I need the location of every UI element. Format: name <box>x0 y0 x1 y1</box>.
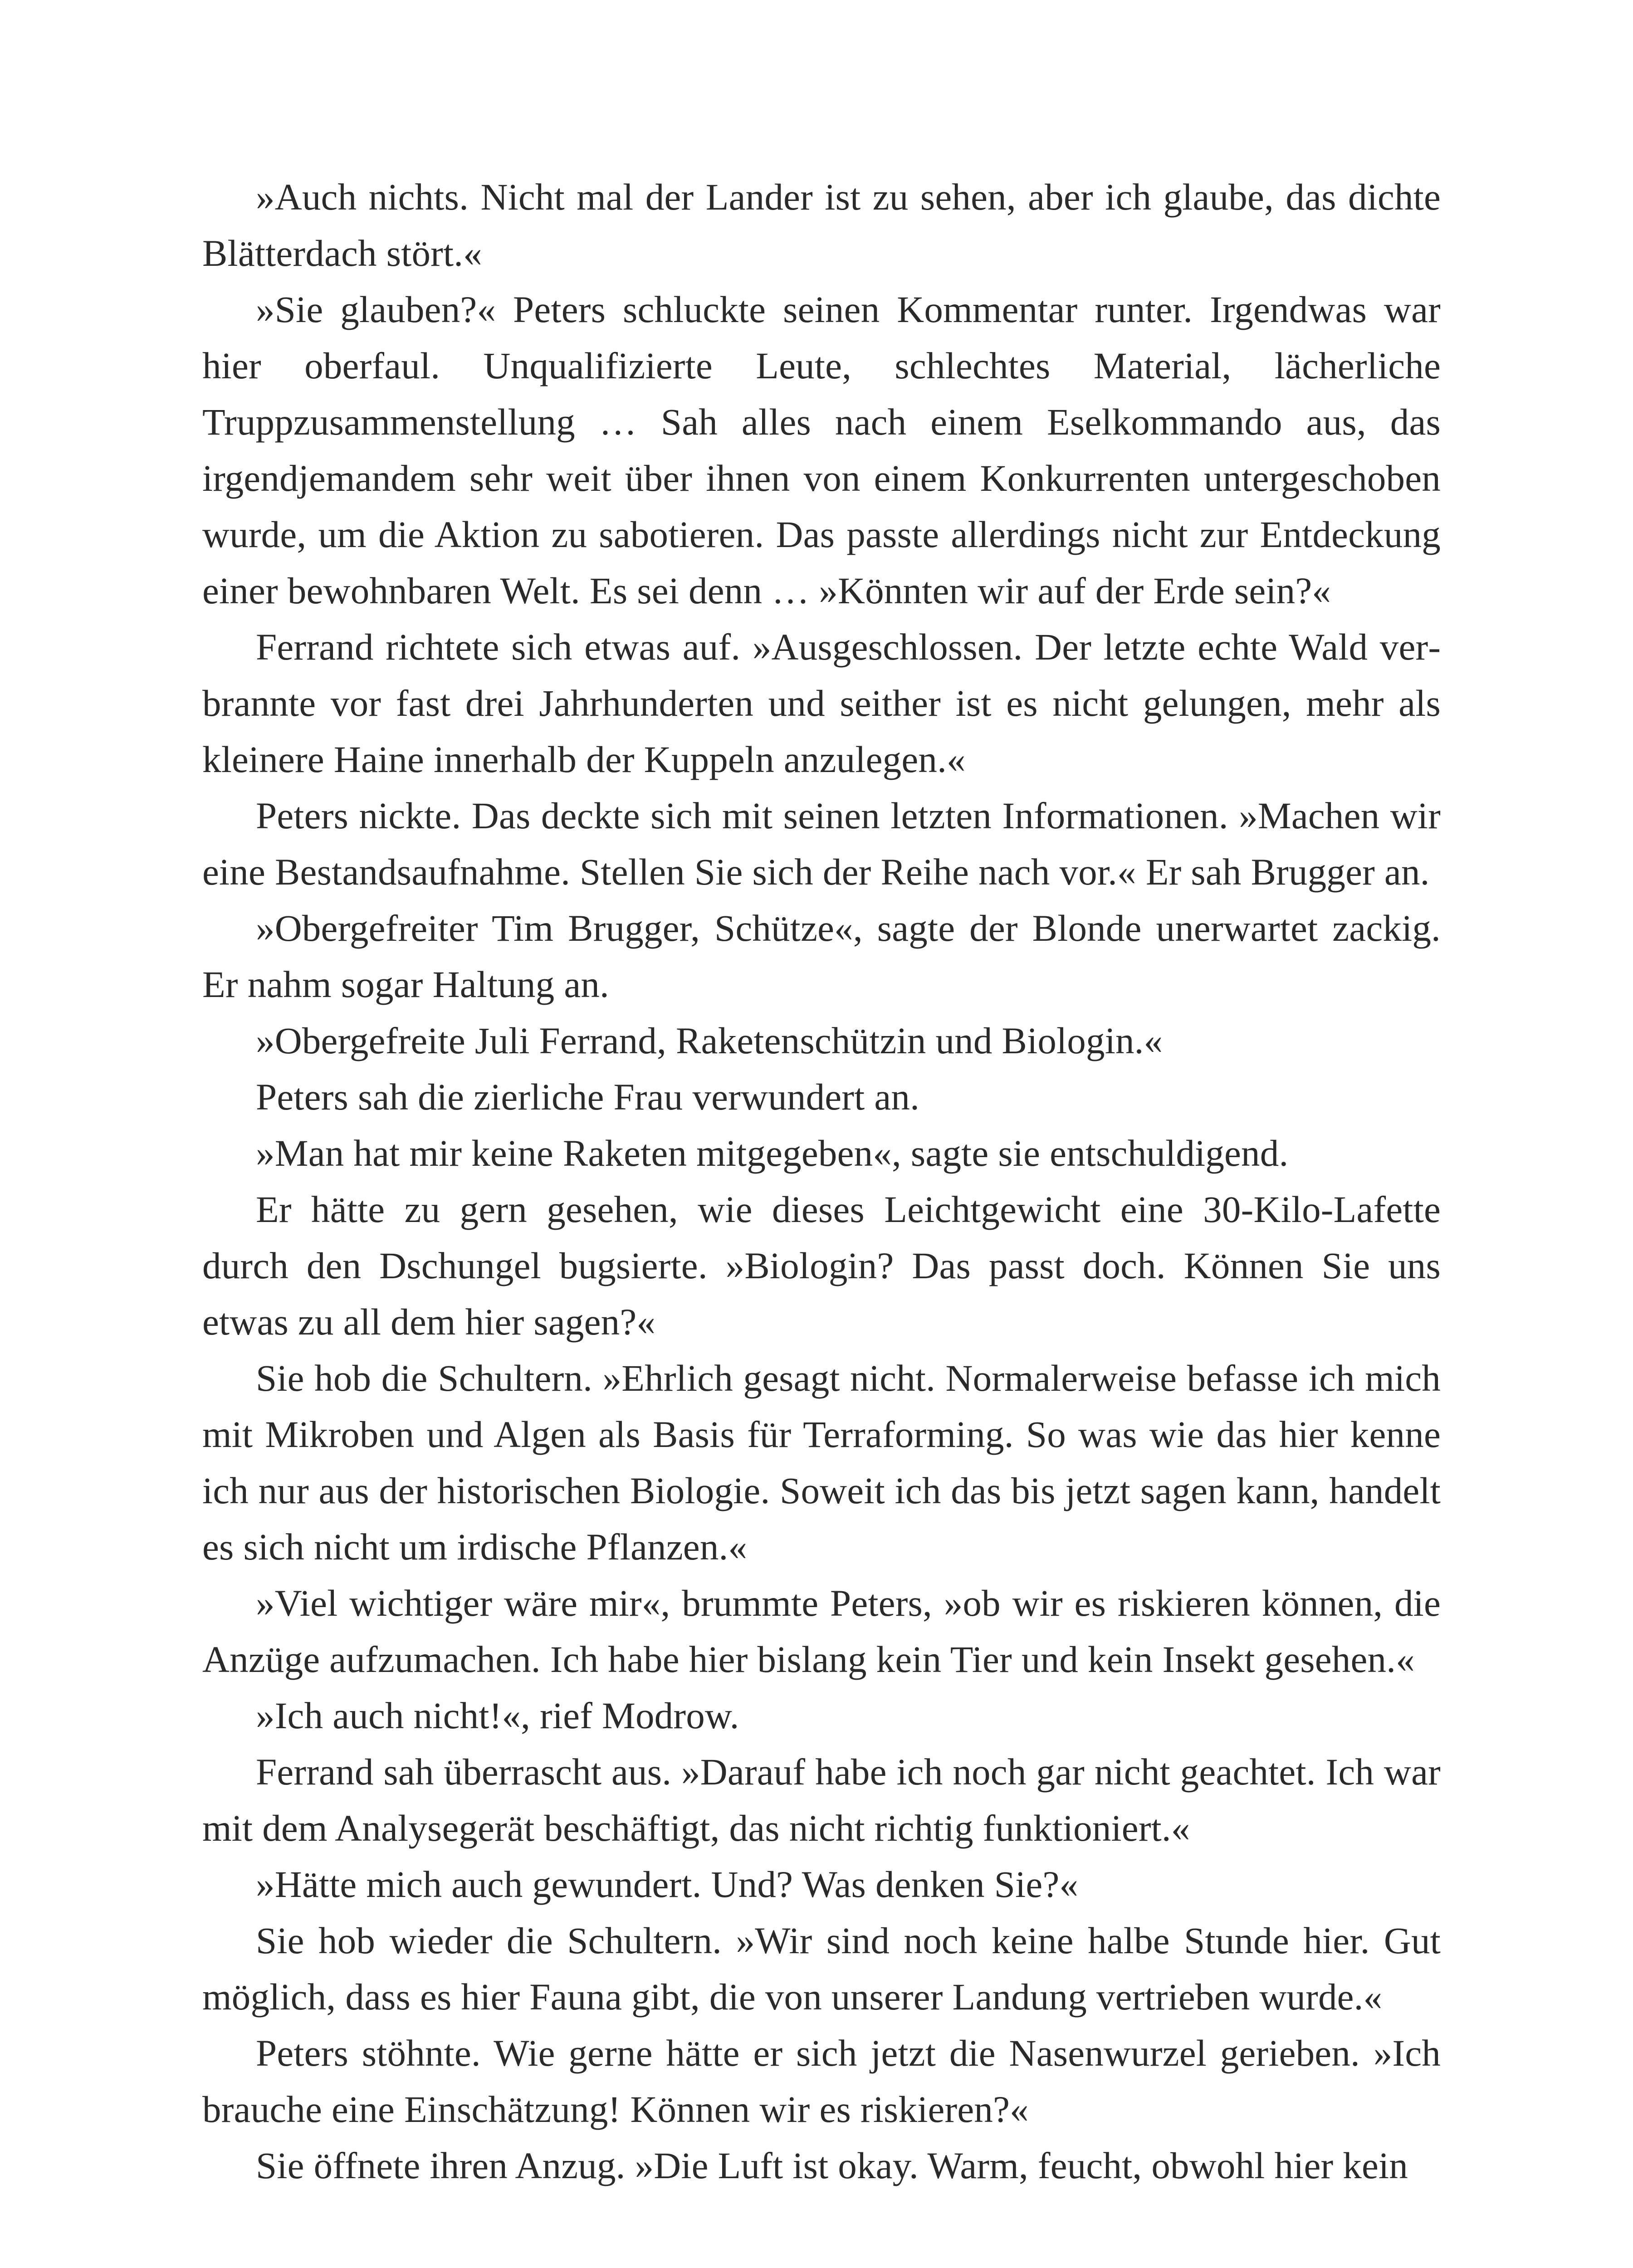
paragraph: Sie hob die Schultern. »Ehrlich gesagt nicht. Normalerweise befasse ich mich mit Mikroben und Algen als Basis für Terraforming. So was wie das hier kenne ich nur aus der historischen Biologie. Soweit ich das bis jetzt sagen kann, handelt es sich nicht um irdische Pflanzen.« <box>202 1357 1441 1568</box>
paragraph: »Man hat mir keine Raketen mitgegeben«, sagte sie entschuldigend. <box>256 1132 1289 1174</box>
paragraph: Ferrand sah überrascht aus. »Darauf habe ich noch gar nicht geachtet. Ich war mit dem Analysegerät beschäftigt, das nicht richtig funktioniert.« <box>202 1751 1441 1849</box>
paragraph: Sie öffnete ihren Anzug. »Die Luft ist okay. Warm, feucht, obwohl hier kein <box>256 2145 1408 2186</box>
book-page-body <box>202 169 1441 2194</box>
paragraph: »Hätte mich auch gewundert. Und? Was denken Sie?« <box>256 1863 1079 1905</box>
paragraph: Peters nickte. Das deckte sich mit seinen letzten Informationen. »Machen wir eine Bestandsaufnahme. Stellen Sie sich der Reihe nach vor.« Er sah Brugger an. <box>202 795 1441 893</box>
paragraph: Sie hob wieder die Schultern. »Wir sind noch keine halbe Stunde hier. Gut möglich, dass es hier Fauna gibt, die von unserer Landung vertrieben wurde.« <box>202 1920 1441 2018</box>
paragraph: Er hätte zu gern gesehen, wie dieses Leichtgewicht eine 30-Kilo-Lafette durch den Dschungel bugsierte. »Biologin? Das passt doch. Können Sie uns etwas zu all dem hier sagen?« <box>202 1188 1441 1343</box>
paragraph: »Obergefreiter Tim Brugger, Schütze«, sagte der Blonde unerwartet zackig. Er nahm sogar Haltung an. <box>202 907 1441 1005</box>
paragraph: Ferrand richtete sich etwas auf. »Ausgeschlossen. Der letzte echte Wald verbrannte vor fast drei Jahrhunderten und seither ist es nicht gelungen, mehr als kleinere Haine innerhalb der Kuppeln anzulegen.« <box>202 626 1441 780</box>
paragraph: »Viel wichtiger wäre mir«, brummte Peters, »ob wir es riskieren können, die Anzüge aufzumachen. Ich habe hier bislang kein Tier und kein Insekt gesehen.« <box>202 1582 1441 1680</box>
paragraph: Peters sah die zierliche Frau verwundert an. <box>256 1076 920 1118</box>
paragraph: Peters stöhnte. Wie gerne hätte er sich jetzt die Nasenwurzel gerieben. »Ich brauche eine Einschätzung! Können wir es riskieren?« <box>202 2032 1441 2130</box>
paragraph: »Ich auch nicht!«, rief Modrow. <box>256 1695 739 1736</box>
page-number <box>0 2266 1633 2268</box>
paragraph: »Obergefreite Juli Ferrand, Raketenschützin und Biologin.« <box>256 1020 1163 1061</box>
paragraph: »Sie glauben?« Peters schluckte seinen Kommentar runter. Irgendwas war hier oberfaul. Unqualifizierte Leute, schlechtes Material, lächerliche Truppzusammenstellung … Sah alles nach einem Eselkommando aus, das irgendjemandem sehr weit über ihnen von einem Konkurrenten untergeschoben wurde, um die Aktion zu sabotieren. Das passte allerdings nicht zur Entdeckung einer bewohnbaren Welt. Es sei denn … »Könnten wir auf der Erde sein?« <box>202 288 1441 611</box>
paragraph: »Auch nichts. Nicht mal der Lander ist zu sehen, aber ich glaube, das dichte Blätterdach stört.« <box>202 176 1441 274</box>
